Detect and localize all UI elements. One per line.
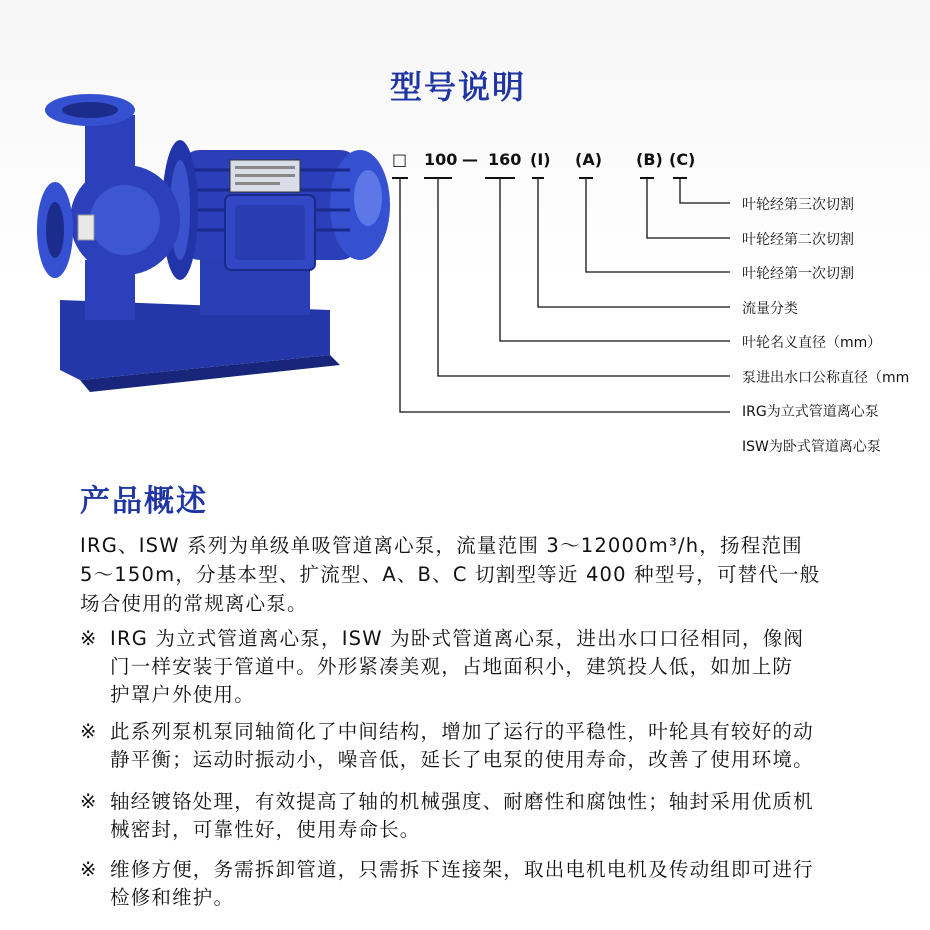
- code-box: □: [392, 150, 408, 169]
- overview-intro: [80, 531, 910, 618]
- code-cut-c: (C): [669, 150, 696, 169]
- code-flow-class: (I): [530, 150, 551, 169]
- pump-product-image: [30, 80, 400, 400]
- caption-first-cut: 叶轮经第一次切割: [742, 266, 854, 282]
- note-mark: ※: [80, 858, 98, 881]
- note-item: [80, 788, 910, 844]
- caption-flow-class: 流量分类: [742, 301, 798, 317]
- caption-third-cut: 叶轮经第三次切割: [742, 197, 854, 213]
- caption-irg: IRG为立式管道离心泵: [742, 404, 879, 420]
- note-mark: ※: [80, 790, 98, 813]
- caption-second-cut: 叶轮经第二次切割: [742, 232, 854, 248]
- code-impeller-diameter: 160: [488, 150, 522, 169]
- note-line: 护罩户外使用。: [110, 683, 255, 706]
- note-line: 检修和维护。: [110, 886, 235, 909]
- note-line: 此系列泵机泵同轴简化了中间结构，增加了运行的平稳性，叶轮具有较好的动: [110, 720, 814, 743]
- caption-isw: ISW为卧式管道离心泵: [742, 439, 881, 455]
- note-line: 静平衡；运动时振动小，噪音低，延长了电泵的使用寿命，改善了使用环境。: [110, 748, 814, 771]
- caption-impeller-diameter: 叶轮名义直径（mm）: [742, 335, 882, 351]
- note-mark: ※: [80, 627, 98, 650]
- intro-line: IRG、ISW 系列为单级单吸管道离心泵，流量范围 3～12000m³/h，扬程范围: [80, 534, 803, 557]
- note-line: 械密封，可靠性好，使用寿命长。: [110, 818, 421, 841]
- note-mark: ※: [80, 720, 98, 743]
- intro-line: 5～150m，分基本型、扩流型、A、B、C 切割型等近 400 种型号，可替代一般: [80, 563, 821, 586]
- code-dash: —: [462, 150, 478, 169]
- note-line: 门一样安装于管道中。外形紧凑美观，占地面积小，建筑投人低，如加上防: [110, 655, 794, 678]
- note-line: IRG 为立式管道离心泵，ISW 为卧式管道离心泵，进出水口口径相同，像阀: [110, 627, 805, 650]
- spec-section-title: 型号说明: [390, 68, 527, 106]
- note-item: [80, 625, 910, 709]
- intro-line: 场合使用的常规离心泵。: [80, 592, 308, 615]
- code-outlet-diameter: 100: [424, 150, 458, 169]
- overview-section-title: 产品概述: [80, 484, 208, 519]
- note-line: 轴经镀铬处理，有效提高了轴的机械强度、耐磨性和腐蚀性；轴封采用优质机: [110, 790, 814, 813]
- caption-outlet-diameter: 泵进出水口公称直径（mm: [742, 370, 910, 386]
- code-cut-a: (A): [575, 150, 603, 169]
- code-cut-b: (B): [636, 150, 663, 169]
- note-item: [80, 856, 910, 912]
- note-item: [80, 718, 910, 774]
- note-line: 维修方便，务需拆卸管道，只需拆下连接架，取出电机电机及传动组即可进行: [110, 858, 814, 881]
